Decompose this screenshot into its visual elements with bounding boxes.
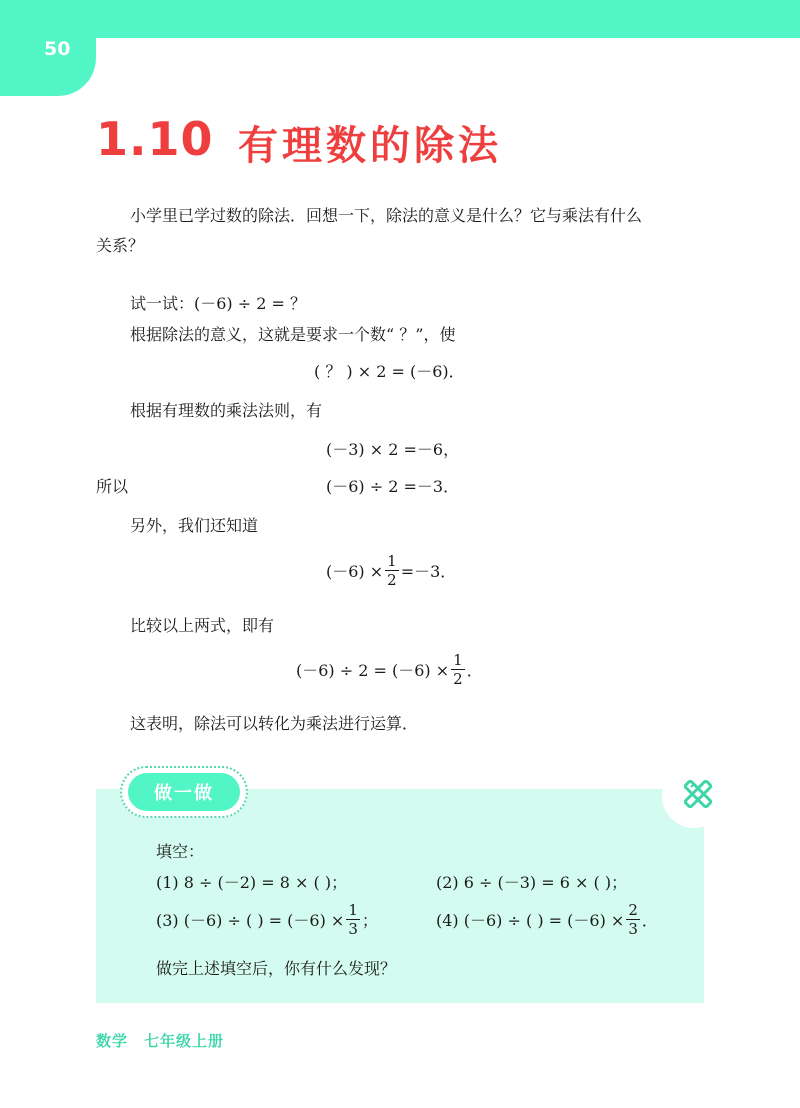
pencil-ruler-icon bbox=[680, 776, 716, 812]
equation-5-right: ． bbox=[466, 661, 483, 680]
activity-question: 做完上述填空后，你有什么发现？ bbox=[156, 959, 397, 978]
exercise-4: (4) (－6) ÷ ( ) = (－6) × $\frac{2}{3}$ ． bbox=[436, 901, 658, 938]
page-number: 50 bbox=[44, 38, 71, 60]
equation-2: (－3) × 2 =－6， bbox=[326, 440, 460, 459]
exercise-3: (3) (－6) ÷ ( ) = (－6) × $\frac{1}{3}$ ； bbox=[156, 901, 378, 938]
fraction-one-half: $\frac{1}{2}$ bbox=[387, 552, 397, 589]
equation-4 bbox=[326, 552, 456, 589]
trial-prompt: 试一试：(－6) ÷ 2 = ？ bbox=[130, 294, 307, 313]
header-band bbox=[0, 0, 800, 38]
trial-meaning: 根据除法的意义，这就是要求一个数“ ？”，使 bbox=[130, 325, 456, 344]
equation-4-left: (－6) × bbox=[326, 562, 384, 581]
fraction-one-half: $\frac{1}{2}$ bbox=[453, 651, 463, 688]
equation-1: ( ？ ) × 2 = (－6)． bbox=[314, 362, 465, 381]
also-known: 另外，我们还知道 bbox=[130, 516, 259, 535]
therefore-label: 所以 bbox=[96, 477, 129, 496]
intro-line-1: 小学里已学过数的除法．回想一下，除法的意义是什么？它与乘法有什么 bbox=[130, 206, 643, 225]
equation-4-right: =－3． bbox=[400, 562, 457, 581]
equation-5 bbox=[296, 651, 483, 688]
conclusion-text: 这表明，除法可以转化为乘法进行运算． bbox=[130, 714, 419, 733]
section-number: 1.10 bbox=[96, 112, 214, 166]
fill-label: 填空： bbox=[156, 842, 205, 861]
exercise-2: (2) 6 ÷ (－3) = 6 × ( )； bbox=[436, 873, 628, 892]
footer-book-title: 数学 七年级上册 bbox=[96, 1032, 225, 1050]
section-title: 有理数的除法 bbox=[238, 123, 502, 169]
rule-intro: 根据有理数的乘法法则，有 bbox=[130, 401, 323, 420]
equation-3: (－6) ÷ 2 =－3． bbox=[326, 477, 460, 496]
intro-line-2: 关系？ bbox=[96, 236, 145, 255]
fraction-one-third: $\frac{1}{3}$ bbox=[348, 901, 358, 938]
fraction-two-thirds: $\frac{2}{3}$ bbox=[628, 901, 638, 938]
equation-5-left: (－6) ÷ 2 = (－6) × bbox=[296, 661, 450, 680]
compare-text: 比较以上两式，即有 bbox=[130, 616, 275, 635]
activity-badge: 做一做 bbox=[128, 773, 240, 811]
exercise-1: (1) 8 ÷ (－2) = 8 × ( )； bbox=[156, 873, 348, 892]
